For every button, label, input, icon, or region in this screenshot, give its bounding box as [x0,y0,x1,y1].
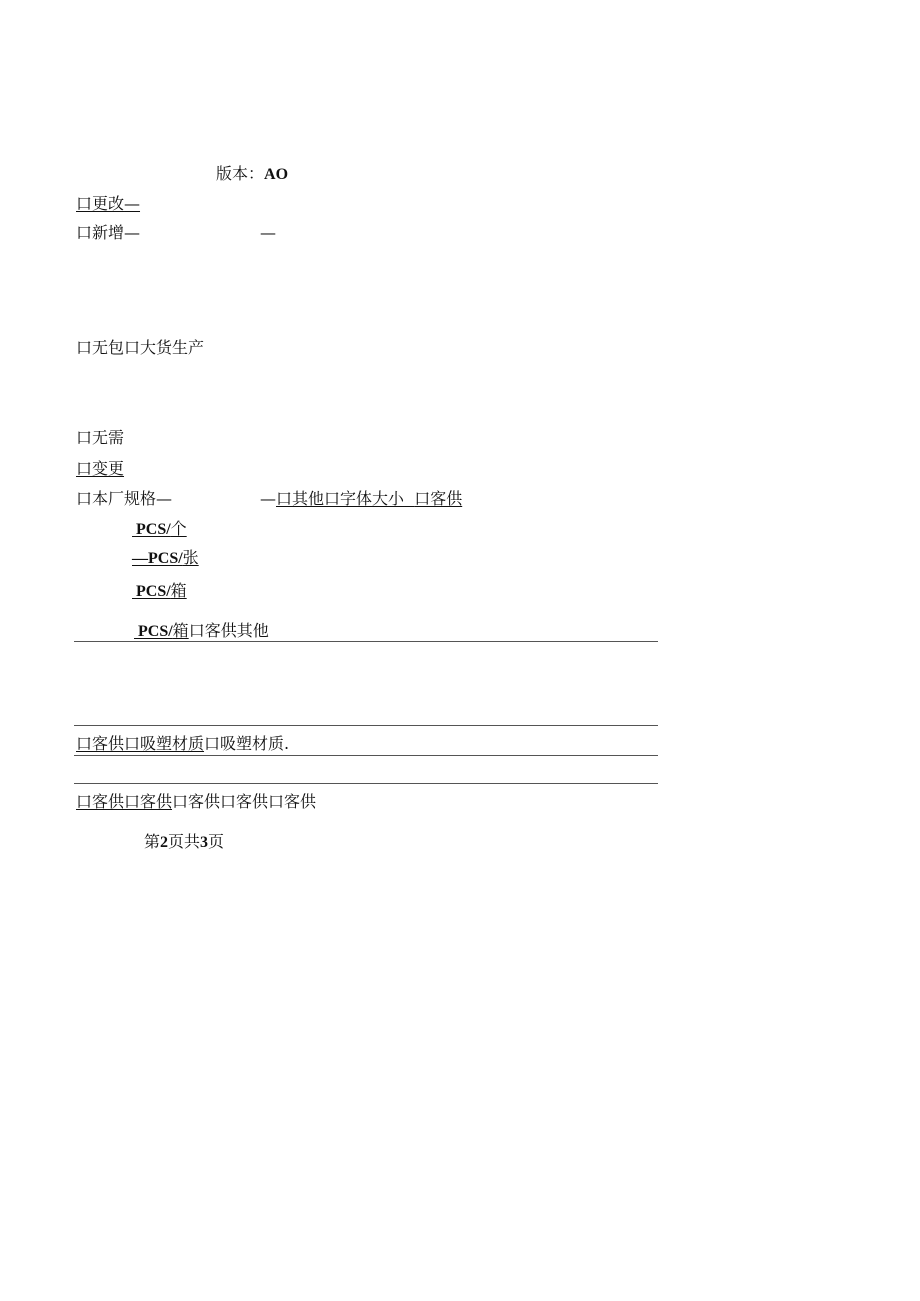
customer-rest: 口客供口客供口客供 [172,792,317,811]
version-value: AO [264,166,289,183]
production-line: 口无包口大货生产 [76,338,205,357]
spec-line-right [260,489,462,509]
divider [74,783,658,784]
change-line [76,194,140,214]
spec-other-options: 口其他口字体大小 [276,489,405,508]
pcs-last-line [134,621,269,642]
no-need-line: 口无需 [76,428,125,447]
page-footer: 第2页共3页 [144,832,225,851]
material-line [76,734,289,754]
pcs-item [132,581,187,602]
divider [74,725,658,726]
modify-line: 口变更 [76,459,125,478]
version-label: 版本： [216,164,265,183]
pcs-unit: 箱 [170,581,187,600]
pcs-label: —PCS/ [132,550,183,567]
pcs-label: PCS/ [136,521,171,538]
total-pages: 3 [200,834,209,851]
pcs-item [132,519,187,540]
material-underlined: 口客供口吸塑材质 [76,734,205,753]
version-line [216,164,288,185]
pcs-unit: 箱 [172,621,189,640]
spec-line-left [76,489,172,509]
add-line [76,223,140,243]
spec-dash-2: — [260,489,276,508]
pcs-unit: 张 [182,548,199,567]
customer-line [76,792,316,812]
pcs-last-rest: 口客供其他 [188,621,269,640]
spec-dash-1: — [156,489,173,508]
change-checkbox-label: 口更改— [76,194,141,213]
add-dash-2: — [260,223,276,242]
divider [74,755,658,756]
divider [74,641,658,642]
pcs-unit: 个 [170,519,187,538]
pcs-label: PCS/ [136,583,171,600]
pcs-label: PCS/ [138,623,173,640]
add-dash-1: — [124,223,141,242]
pcs-item [132,548,199,569]
spec-label: 口本厂规格 [76,489,157,508]
current-page: 2 [160,834,169,851]
material-rest: 口吸塑材质. [204,734,290,753]
spec-customer-option: 口客供 [414,489,463,508]
add-checkbox-label: 口新增 [76,223,125,242]
customer-underlined: 口客供口客供 [76,792,173,811]
